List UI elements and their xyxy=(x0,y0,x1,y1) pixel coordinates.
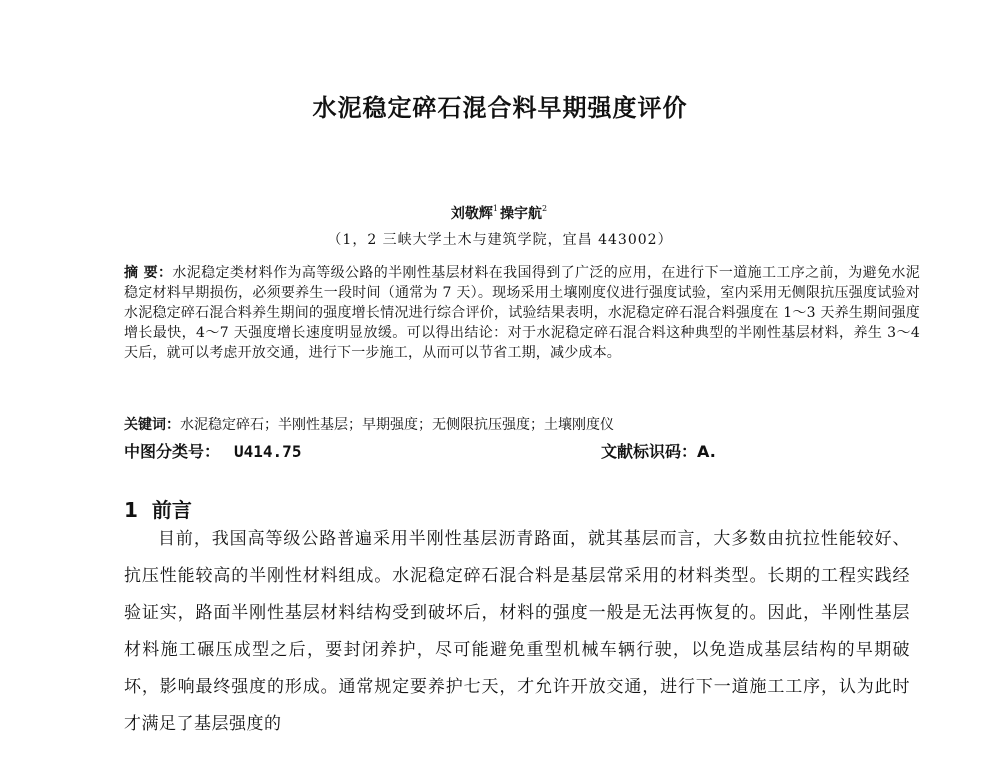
abstract-label: 摘 要： xyxy=(124,265,173,281)
body-paragraph: 目前，我国高等级公路普遍采用半刚性基层沥青路面，就其基层而言，大多数由抗拉性能较好、抗压性能较高的半刚性材料组成。水泥稳定碎石混合料是基层常采用的材料类型。长期的工程实践经验证实，路面半刚性基层材料结构受到破坏后，材料的强度一般是无法再恢复的。因此，半刚性基层材料施工碾压成型之后，要封闭养护，尽可能避免重型机械车辆行驶，以免造成基层结构的早期破坏，影响最终强度的形成。通常规定要养护七天，才允许开放交通，进行下一道施工工序，认为此时才满足了基层强度的 xyxy=(124,529,910,734)
section-number: 1 xyxy=(124,498,138,522)
author-line xyxy=(0,203,1000,223)
section-body xyxy=(124,521,910,743)
author-name: 操宇航 xyxy=(500,206,542,222)
keywords xyxy=(124,415,920,435)
document-code-value: A. xyxy=(697,442,716,461)
classification-line xyxy=(124,439,920,461)
affiliation: （1，2 三峡大学土木与建筑学院，宜昌 443002） xyxy=(327,232,673,248)
section-title: 前言 xyxy=(151,498,192,522)
document-code-label: 文献标识码： xyxy=(601,442,698,461)
keywords-label: 关键词： xyxy=(124,417,180,433)
abstract-text: 水泥稳定类材料作为高等级公路的半刚性基层材料在我国得到了广泛的应用，在进行下一道施工工序之前，为避免水泥稳定材料早期损伤，必须要养生一段时间（通常为 7 天）。现场采用土壤刚度仪进行强度试验，室内采用无侧限抗压强度试验对水泥稳定碎石混合料养生期间的强度增长情况进行综合评价，试验结果表明，水泥稳定碎石混合料强度在 1～3 天养生期间强度增长最快，4～7 天强度增长速度明显放缓。可以得出结论：对于水泥稳定碎石混合料这种典型的半刚性基层材料，养生 3～4 天后，就可以考虑开放交通，进行下一步施工，从而可以节省工期，减少成本。 xyxy=(124,265,920,361)
paper-title: 水泥稳定碎石混合料早期强度评价 xyxy=(312,94,688,122)
classification-value: U414.75 xyxy=(234,442,302,461)
affiliation-mark: 1 xyxy=(492,204,498,213)
classification-number xyxy=(124,439,301,462)
abstract xyxy=(124,263,920,363)
affiliation-mark: 2 xyxy=(542,204,548,213)
author-name: 刘敬辉 xyxy=(450,206,493,222)
classification-label: 中图分类号： xyxy=(124,442,221,461)
section-heading xyxy=(124,494,192,523)
document-code xyxy=(601,439,716,462)
keywords-text: 水泥稳定碎石；半刚性基层；早期强度；无侧限抗压强度；土壤刚度仪 xyxy=(180,417,614,433)
